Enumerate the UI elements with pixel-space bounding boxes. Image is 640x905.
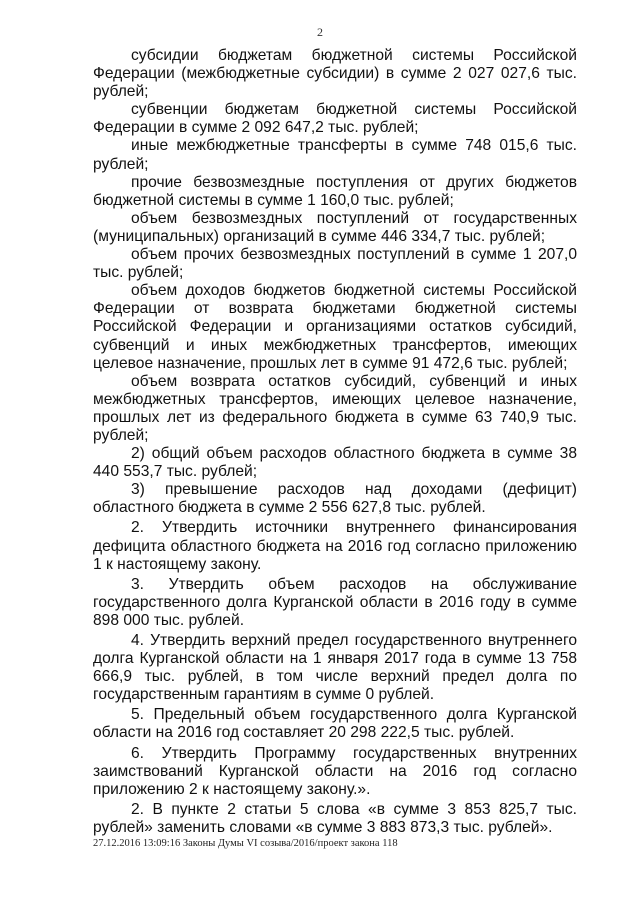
document-body (93, 47, 577, 837)
paragraph-subsidies: субсидии бюджетам бюджетной системы Российской Федерации (межбюджетные субсидии) в сумме 2 027 027,6 тыс. рублей; (93, 47, 577, 101)
paragraph-other-grants: прочие безвозмездные поступления от других бюджетов бюджетной системы в сумме 1 160,0 тыс. рублей; (93, 173, 577, 209)
paragraph-item-4: 4. Утвердить верхний предел государственного внутреннего долга Курганской области на 1 января 2017 года в сумме 13 758 666,9 тыс. рублей, в том числе верхний предел долга по государственным гарантиям в сумме 0 рублей. (93, 632, 577, 704)
paragraph-return-federal: объем возврата остатков субсидий, субвенций и иных межбюджетных трансфертов, имеющих целевое назначение, прошлых лет из федерального бюджета в сумме 63 740,9 тыс. рублей; (93, 372, 577, 444)
paragraph-other-transfers: иные межбюджетные трансферты в сумме 748 015,6 тыс. рублей; (93, 137, 577, 173)
paragraph-state-organizations: объем безвозмездных поступлений от государственных (муниципальных) организаций в сумме 446 334,7 тыс. рублей; (93, 209, 577, 245)
paragraph-other-free-receipts: объем прочих безвозмездных поступлений в сумме 1 207,0 тыс. рублей; (93, 246, 577, 282)
footer-meta: 27.12.2016 13:09:16 Законы Думы VI созыва/2016/проект закона 118 (93, 838, 398, 849)
paragraph-return-revenue: объем доходов бюджетов бюджетной системы Российской Федерации от возврата бюджетами бюджетной системы Российской Федерации и организациями остатков субсидий, субвенций и иных межбюджетных трансфертов, имеющих целевое назначение, прошлых лет в сумме 91 472,6 тыс. рублей; (93, 282, 577, 372)
paragraph-item-2: 2. Утвердить источники внутреннего финансирования дефицита областного бюджета на 2016 год согласно приложению 1 к настоящему закону. (93, 519, 577, 573)
paragraph-subventions: субвенции бюджетам бюджетной системы Российской Федерации в сумме 2 092 647,2 тыс. рублей; (93, 101, 577, 137)
page-number: 2 (317, 25, 323, 39)
paragraph-total-expenses: 2) общий объем расходов областного бюджета в сумме 38 440 553,7 тыс. рублей; (93, 445, 577, 481)
paragraph-article-5: 2. В пункте 2 статьи 5 слова «в сумме 3 853 825,7 тыс. рублей» заменить словами «в сумме 3 883 873,3 тыс. рублей». (93, 800, 577, 836)
paragraph-item-5: 5. Предельный объем государственного долга Курганской области на 2016 год составляет 20 298 222,5 тыс. рублей. (93, 706, 577, 742)
paragraph-item-3: 3. Утвердить объем расходов на обслуживание государственного долга Курганской области в 2016 году в сумме 898 000 тыс. рублей. (93, 575, 577, 629)
paragraph-deficit: 3) превышение расходов над доходами (дефицит) областного бюджета в сумме 2 556 627,8 тыс. рублей. (93, 481, 577, 517)
paragraph-item-6: 6. Утвердить Программу государственных внутренних заимствований Курганской области на 2016 год согласно приложению 2 к настоящему закону.». (93, 744, 577, 798)
